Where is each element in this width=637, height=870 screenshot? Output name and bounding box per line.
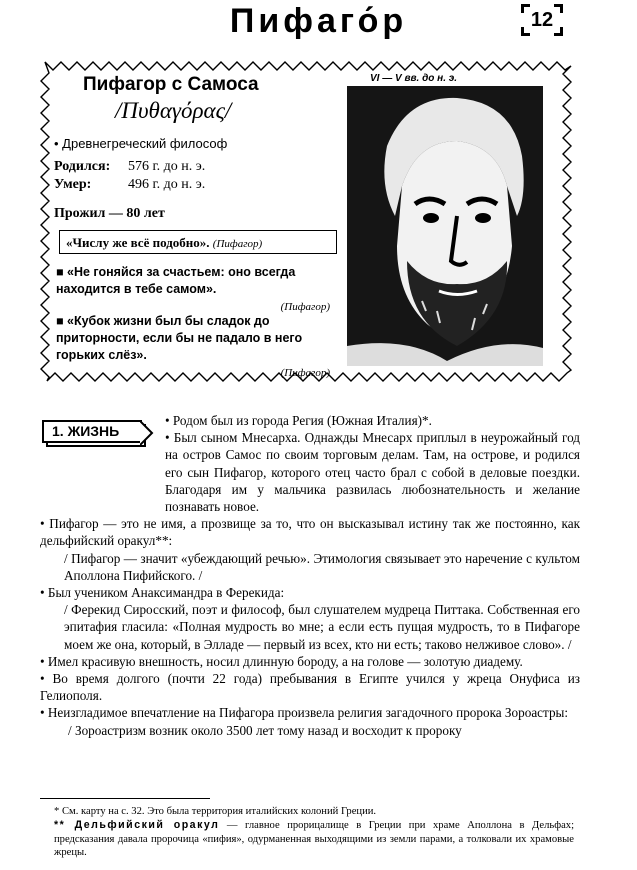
born-value: 576 г. до н. э.: [128, 159, 206, 174]
card-dates: [54, 158, 205, 194]
footnote-2: [54, 819, 574, 860]
quote-3-block: [56, 313, 346, 382]
quote-3: ■ «Кубок жизни был бы сладок до приторности, если бы не падало в него горьких слёз».: [56, 314, 303, 362]
quote-2: ■ «Не гоняйся за счастьем: оно всегда находится в тебе самом».: [56, 265, 296, 296]
page-number: [521, 4, 563, 36]
page-title: Пифаго́р: [229, 2, 408, 40]
portrait-image: [347, 86, 543, 366]
para-etymology: / Пифагор — значит «убеждающий речью». Этимология связывает это наречение с культом Аполлона Пифийского. /: [64, 550, 580, 583]
card-name: Пифагор с Самоса: [83, 74, 259, 95]
para-name: • Пифагор — это не имя, а прозвище за то, что он высказывал истину так же постоянно, как дельфийский оракул**:: [40, 516, 580, 549]
died-label: Умер:: [54, 177, 92, 192]
para-zoroastrianism: / Зороастризм возник около 3500 лет тому назад и восходит к пророку: [68, 722, 462, 738]
footnote-1: * См. карту на с. 32. Это была территория италийских колоний Греции.: [54, 806, 377, 817]
para-pherecydes: / Ферекид Сиросский, поэт и философ, был слушателем мудреца Питтака. Собственная его эпитафия гласила: «Полная мудрость во мне; а если есть пущая мудрость, то в Пифагоре моем же она, который, в Элладе — первый из всех, кто ни есть; таково нелживое слово». /: [64, 602, 580, 652]
quote-3-source: (Пифагор): [280, 367, 330, 379]
portrait-drawing: [347, 86, 543, 366]
card-era: VI — V вв. до н. э.: [370, 73, 458, 84]
card-lived: Прожил — 80 лет: [54, 206, 165, 221]
body-text: [40, 412, 580, 739]
para-egypt: • Во время долгого (почти 22 года) пребывания в Египте учился у жреца Онуфиса из Гелиополя.: [40, 671, 580, 704]
footnote-2-term: ** Дельфийский оракул: [54, 819, 220, 831]
quote-box: [59, 230, 337, 254]
page-number-text: 12: [530, 9, 554, 31]
para-origin: • Родом был из города Регия (Южная Италия)*.: [165, 413, 432, 428]
quote-2-block: [56, 264, 346, 316]
card-greek-name: /Πυθαγόρας/: [115, 98, 232, 123]
card-role: • Древнегреческий философ: [54, 136, 228, 151]
quote-1-source: (Пифагор): [212, 238, 263, 250]
para-teacher: • Был учеником Анаксимандра в Ферекида:: [40, 585, 285, 601]
quote-1: «Числу же всё подобно».: [66, 235, 210, 250]
footnote-2-text: — главное прорицалище в Греции при храме Аполлона в Дельфах; предсказания давала пророчица «пифия», одурманенная выходящими из земли парами, а толковали их храмовые жрецы.: [54, 820, 575, 859]
para-appearance: • Имел красивую внешность, носил длинную бороду, а на голове — золотую диадему.: [40, 653, 523, 669]
born-label: Родился:: [54, 159, 111, 174]
died-value: 496 г. до н. э.: [128, 177, 206, 192]
quote-2-source: (Пифагор): [280, 301, 330, 313]
footnote-divider: [40, 798, 210, 799]
para-father: • Был сыном Мнесарха. Однажды Мнесарх приплыл в неурожайный год на остров Самос по своим торговым делам. Там, на острове, и родился его сын Пифагор, которого отец часто брал с собой в деловые поездки. Благодаря им у мальчика развилась любознательность и желание познавать новое.: [165, 430, 580, 515]
para-zoroaster: • Неизгладимое впечатление на Пифагора произвела религия загадочного пророка Зороастры:: [40, 705, 569, 721]
section-label-text: 1. ЖИЗНЬ: [42, 420, 142, 443]
